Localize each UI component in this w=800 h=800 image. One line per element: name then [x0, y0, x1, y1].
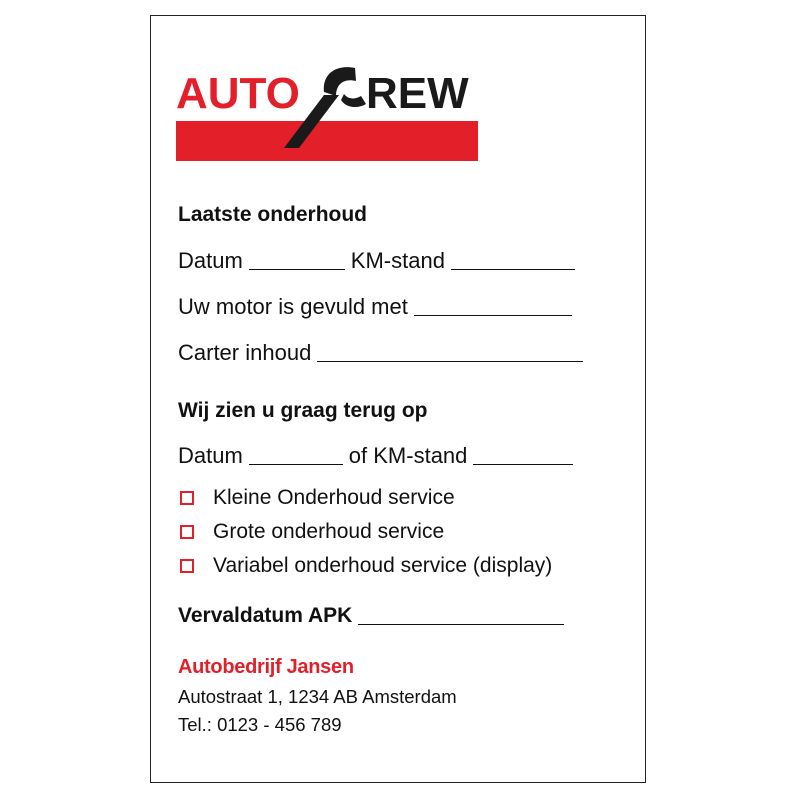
option-small-service: [178, 485, 455, 511]
option-variable-service: [178, 553, 552, 579]
variable-service-checkbox[interactable]: [180, 559, 194, 573]
logo-red-bar: [176, 121, 478, 161]
oil-blank-field[interactable]: [414, 297, 572, 316]
km-blank-field[interactable]: [451, 251, 575, 270]
km-label: KM-stand: [350, 248, 445, 273]
company-phone: Tel.: 0123 - 456 789: [178, 714, 342, 735]
carter-blank-field[interactable]: [317, 343, 583, 362]
company-name: Autobedrijf Jansen: [178, 656, 354, 678]
logo-text-crew: REW: [366, 69, 469, 118]
carter-row: [178, 340, 583, 366]
next-visit-heading: Wij zien u graag terug op: [178, 399, 428, 422]
apk-row: [178, 603, 564, 629]
date-blank-field[interactable]: [249, 251, 345, 270]
last-service-heading: Laatste onderhoud: [178, 203, 368, 226]
logo-text-auto: AUTO: [176, 69, 300, 118]
large-service-label: Grote onderhoud service: [213, 520, 445, 543]
oil-row: [178, 294, 572, 320]
small-service-label: Kleine Onderhoud service: [213, 486, 455, 509]
next-visit-date-km-row: [178, 443, 573, 469]
or-km-label: of KM-stand: [348, 443, 468, 468]
next-date-label: Datum: [178, 443, 243, 468]
date-label: Datum: [178, 248, 243, 273]
small-service-checkbox[interactable]: [180, 491, 194, 505]
apk-blank-field[interactable]: [358, 606, 564, 625]
next-km-blank-field[interactable]: [473, 446, 573, 465]
autocrew-logo: [176, 60, 478, 164]
next-date-blank-field[interactable]: [249, 446, 343, 465]
variable-service-label: Variabel onderhoud service (display): [213, 554, 553, 577]
option-large-service: [178, 519, 444, 545]
oil-label: Uw motor is gevuld met: [178, 294, 408, 319]
company-address: Autostraat 1, 1234 AB Amsterdam: [178, 686, 457, 707]
last-service-date-km-row: [178, 248, 575, 274]
carter-label: Carter inhoud: [178, 340, 312, 365]
large-service-checkbox[interactable]: [180, 525, 194, 539]
apk-label: Vervaldatum APK: [178, 604, 353, 627]
